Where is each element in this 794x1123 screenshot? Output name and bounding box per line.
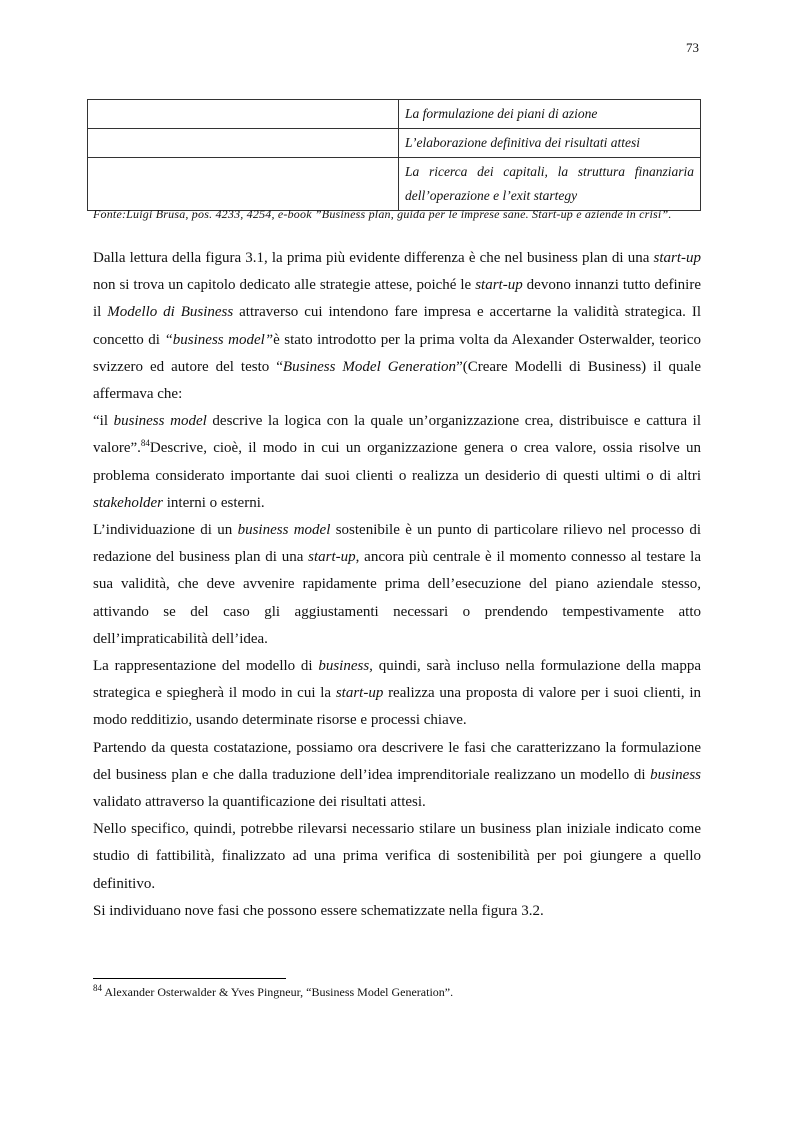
text-run: interni o esterni. [162, 494, 265, 511]
text-run-italic: business, [318, 658, 373, 675]
footnote-divider [93, 978, 286, 979]
text-run: ”(Creare Modelli di Business) il quale affermava che: [93, 358, 701, 403]
text-run-italic: business model [237, 522, 331, 539]
text-run: La rappresentazione del modello di [93, 658, 319, 675]
text-run: Dalla lettura della figura 3.1, la prima più evidente differenza è che nel business plan di una [93, 250, 654, 266]
phase-table [87, 99, 701, 211]
paragraph [93, 735, 701, 817]
text-run-italic: business model [113, 413, 207, 430]
paragraph [93, 408, 701, 517]
table-row [88, 129, 701, 158]
text-run-italic: stakeholder [93, 494, 163, 511]
table-cell-empty [88, 129, 399, 158]
footnote-reference[interactable]: 84 [140, 438, 150, 449]
paragraph [93, 653, 701, 735]
text-run: descrive la logica con la quale un’organizzazione crea, distribuisce e cattura il valore”. [93, 413, 701, 457]
body-text [93, 245, 701, 925]
text-run: non si trova un capitolo dedicato alle strategie attese, poiché le [93, 277, 476, 294]
page-number: 73 [686, 40, 699, 55]
text-run: devono innanzi tutto definire il [93, 277, 701, 321]
text-run: validato attraverso la quantificazione dei risultati attesi. [93, 794, 426, 811]
paragraph: Si individuano nove fasi che possono essere schematizzate nella figura 3.2. [93, 902, 544, 919]
text-run: attraverso cui intendono fare impresa e accertarne la validità strategica. Il concetto di [93, 304, 701, 348]
text-run: “il [93, 413, 114, 430]
footnote [93, 985, 453, 1000]
text-run: L’individuazione di un [93, 522, 238, 539]
text-run: quindi, sarà incluso nella formulazione della mappa strategica e spiegherà il modo in cui la [93, 658, 701, 702]
text-run-italic: start-up [475, 277, 523, 294]
paragraph: Nello specifico, quindi, potrebbe rilevarsi necessario stilare un business plan iniziale indicato come studio di fattibilità, finalizzato ad una prima verifica di sostenibilità per poi giungere a quello definitivo. [93, 821, 701, 892]
table-cell: La formulazione dei piani di azione [399, 100, 701, 129]
text-run: sostenibile è un punto di particolare rilievo nel processo di redazione del business plan di una [93, 522, 702, 566]
text-run: realizza una proposta di valore per i suoi clienti, in modo redditizio, usando determinate risorse e processi chiave. [93, 685, 701, 729]
text-run: , ancora più centrale è il momento connesso al testare la sua validità, che deve avvenire rapidamente prima dell’esecuzione del piano aziendale stesso, attivando se del caso gli aggiustamenti necessari o prendendo tempestivamente atto dell’impraticabilità dell’idea. [93, 549, 702, 647]
text-run-italic: start-up [308, 549, 356, 566]
footnote-number: 84 [93, 983, 102, 993]
table-cell: L’elaborazione definitiva dei risultati attesi [399, 129, 701, 158]
text-run: è stato introdotto per la prima volta da Alexander Osterwalder, teorico svizzero ed autore del testo “ [93, 331, 701, 375]
table-row [88, 100, 701, 129]
text-run-italic: start-up [335, 685, 384, 702]
text-run-italic: Modello di Business [107, 304, 234, 321]
paragraph [93, 245, 701, 408]
table-source-caption: Fonte:Luigi Brusa, pos. 4233, 4254, e-book ”Business plan, guida per le imprese sane. Start-up e aziende in crisi”. [93, 207, 672, 221]
table-cell: La ricerca dei capitali, la struttura finanziaria dell’operazione e l’exit startegy [399, 158, 701, 211]
text-run-italic: start-up [653, 250, 701, 266]
text-run-italic: business [650, 766, 701, 783]
text-run: Descrive, cioè, il modo in cui un organizzazione genera o crea valore, ossia risolve un problema considerato importante dai suoi clienti o realizza un desiderio di questi ultimi o di altri [93, 440, 701, 484]
footnote-text: Alexander Osterwalder & Yves Pingneur, “Business Model Generation”. [102, 985, 454, 999]
text-run-italic: “business model” [164, 331, 274, 348]
table-cell-empty [88, 100, 399, 129]
paragraph [93, 517, 701, 653]
text-run-italic: Business Model Generation [282, 358, 457, 375]
text-run: Partendo da questa costatazione, possiamo ora descrivere le fasi che caratterizzano la formulazione del business plan e che dalla traduzione dell’idea imprenditoriale realizzano un modello di [93, 739, 701, 783]
